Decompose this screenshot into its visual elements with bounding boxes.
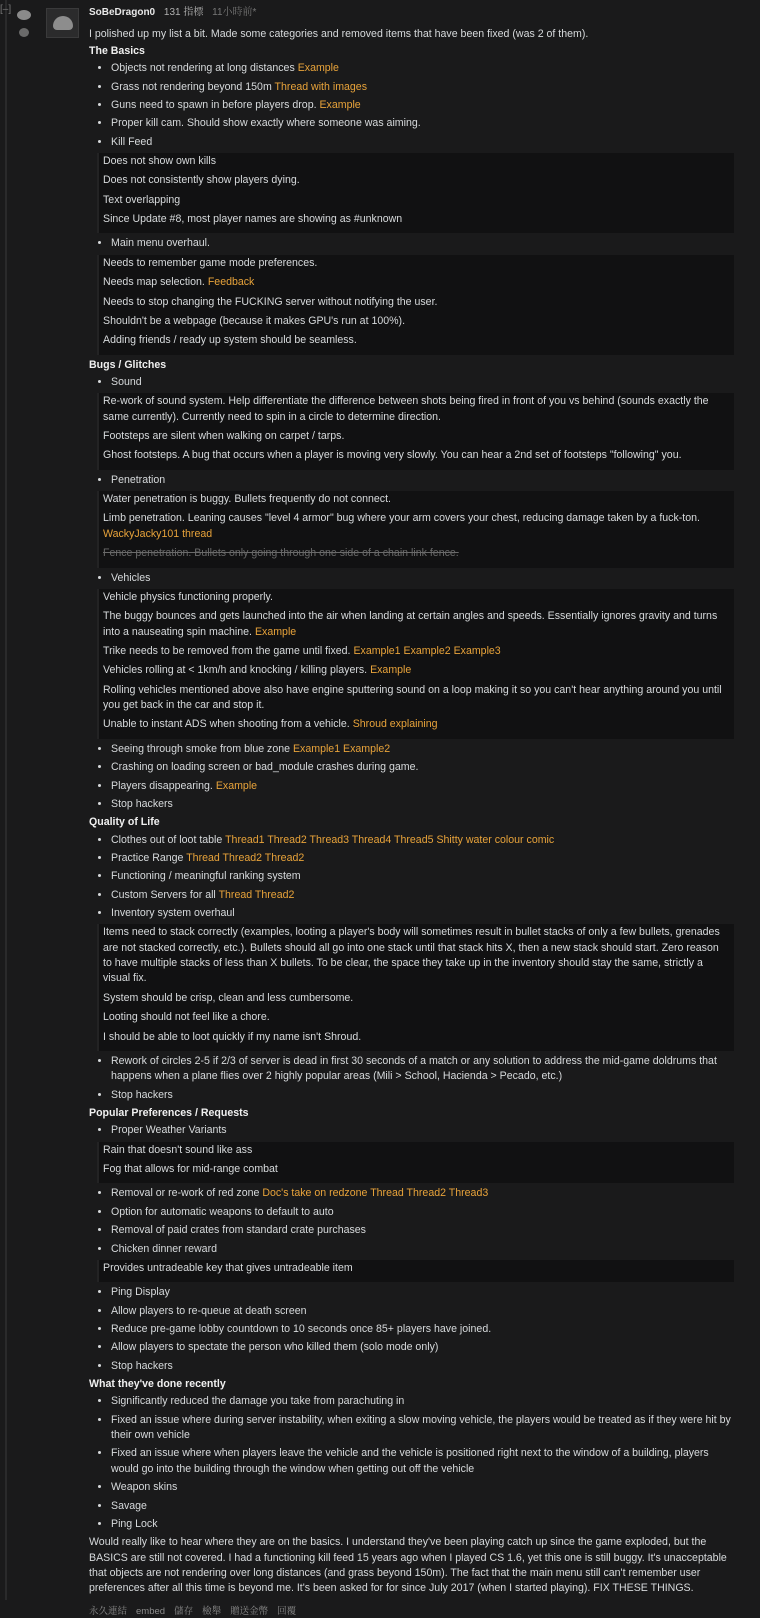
avatar[interactable] (46, 8, 79, 38)
quote-line-text: Rain that doesn't sound like ass (103, 1143, 253, 1156)
list-item-text: Guns need to spawn in before players drop. (111, 98, 317, 111)
footer-action[interactable]: 贈送金幣 (230, 1605, 269, 1617)
comment-meta (89, 6, 734, 21)
quote-line (103, 609, 730, 640)
list-item (111, 571, 734, 586)
list-item (111, 742, 734, 757)
downvote-icon[interactable] (19, 28, 29, 37)
quote-line (103, 173, 730, 188)
bullet-list (89, 1054, 734, 1103)
footer-action[interactable]: 永久連結 (89, 1605, 128, 1617)
footer-action[interactable]: 回覆 (277, 1605, 297, 1617)
list-item (111, 1205, 734, 1220)
quote-block (97, 491, 734, 567)
list-item-text: Players disappearing. (111, 779, 213, 792)
section-heading: Popular Preferences / Requests (89, 1106, 249, 1119)
list-item-text: Sound (111, 375, 142, 388)
quote-line (103, 683, 730, 714)
bullet-list (89, 375, 734, 390)
inline-link[interactable]: Example (215, 779, 258, 792)
list-item (111, 1340, 734, 1355)
list-item-text: Allow players to spectate the person who killed them (solo mode only) (111, 1341, 439, 1354)
list-item (111, 1499, 734, 1514)
list-item (111, 375, 734, 390)
list-item-text: Custom Servers for all (111, 888, 216, 901)
bullet-list (89, 1123, 734, 1138)
quote-line-text: Footsteps are silent when walking on carpet / tarps. (103, 430, 345, 443)
quote-line-text: Does not consistently show players dying. (103, 174, 300, 187)
list-item-text: Rework of circles 2-5 if 2/3 of server is dead in first 30 seconds of a match or any solution to address the mid-game doldrums that happens when a plane flies over 2 highly popular areas (Mili > School, Hacienda > Pecado, etc.) (111, 1054, 717, 1083)
quote-line-text: Needs to stop changing the FUCKING server without notifying the user. (103, 295, 438, 308)
list-item (111, 1413, 734, 1444)
inline-link[interactable]: Example3 (453, 645, 501, 657)
bullet-list (89, 742, 734, 812)
quote-line (103, 212, 730, 227)
list-item-text: Ping Lock (111, 1517, 158, 1530)
inline-link[interactable]: Example1 (292, 742, 341, 755)
list-item-text: Seeing through smoke from blue zone (111, 742, 291, 755)
list-item-text: Practice Range (111, 851, 184, 864)
list-item-text: Fixed an issue where during server instability, when exiting a slow moving vehicle, the players would be treated as if they were hit by their own vehicle (111, 1413, 731, 1442)
quote-line (103, 448, 730, 463)
inline-link[interactable]: Thread4 (351, 833, 392, 846)
quote-line-text: Re-work of sound system. Help differentiate the difference between shots being fired in front of you vs behind (sounds exactly the same currently). Currently need to spin in a circle to determine direction. (103, 395, 709, 423)
list-item-text: Removal of paid crates from standard crate purchases (111, 1224, 366, 1237)
list-item (111, 1088, 734, 1103)
inline-link[interactable]: Example2 (343, 742, 391, 755)
inline-link[interactable]: Example (319, 98, 361, 111)
quote-line-text: System should be crisp, clean and less cumbersome. (103, 991, 354, 1004)
quote-line (103, 991, 730, 1006)
list-item (111, 1517, 734, 1532)
list-item-text: Fixed an issue where when players leave the vehicle and the vehicle is positioned right next to the window of a building, players would go into the building through the window when getting out off the vehicle (111, 1447, 709, 1475)
inline-link[interactable]: Thread (218, 888, 253, 901)
list-item (111, 1186, 734, 1201)
quote-line-text: Rolling vehicles mentioned above also have engine sputtering sound on a loop making it so you can't hear anything around you until you get back in the car and stop it. (103, 683, 722, 712)
quote-line-text: Looting should not feel like a chore. (103, 1011, 270, 1024)
footer-action[interactable]: embed (136, 1605, 166, 1617)
list-item-text: Weapon skins (111, 1481, 178, 1494)
list-item-text: Objects not rendering at long distances (111, 62, 295, 75)
list-item (111, 1322, 734, 1337)
list-item (111, 116, 734, 131)
list-item-text: Removal or re-work of red zone (111, 1187, 260, 1200)
thread-line[interactable] (5, 0, 7, 1600)
quote-line (103, 295, 730, 310)
list-item-text: Stop hackers (111, 1359, 173, 1372)
author-link[interactable]: SoBeDragon0 (89, 7, 156, 18)
quote-line-text: Does not show own kills (103, 155, 217, 168)
list-item-text: Main menu overhaul. (111, 237, 210, 250)
inline-link[interactable]: Example2 (403, 645, 451, 657)
list-item (111, 236, 734, 251)
list-item (111, 906, 734, 921)
list-item (111, 869, 734, 884)
upvote-icon[interactable] (17, 10, 31, 20)
quote-block (97, 589, 734, 739)
inline-link[interactable]: Thread (186, 851, 220, 864)
inline-link[interactable]: Thread (370, 1187, 404, 1200)
list-item (111, 1446, 734, 1477)
list-item-text: Penetration (111, 473, 166, 486)
inline-link[interactable]: Shroud explaining (352, 718, 438, 731)
quote-line-text: Items need to stack correctly (examples, looting a player's body will sometimes result in bullet stacks of only a few bullets, grenades are not stacked correctly, etc.). Bullets should all go into one stack until that stack hits X, then a new stack should start. Zero reason to have multiple stacks of less than X bullets. To be clear, the space they take up in the inventory should stay the same, strictly a visual fix. (103, 926, 720, 985)
quote-line (103, 429, 730, 444)
inline-link[interactable]: Thread2 (264, 851, 305, 864)
quote-line (103, 394, 730, 425)
inline-link[interactable]: Thread5 (394, 833, 434, 846)
bullet-list (89, 1285, 734, 1374)
quote-line (103, 492, 730, 507)
list-item-text: Inventory system overhaul (111, 907, 235, 920)
inline-link[interactable]: Thread3 (448, 1187, 489, 1200)
intro-text: I polished up my list a bit. Made some categories and removed items that have been fixed (was 2 of them). (89, 27, 589, 40)
inline-link[interactable]: Thread1 (225, 833, 265, 846)
quote-block (97, 153, 734, 233)
quote-line-text: Needs to remember game mode preferences. (103, 256, 318, 269)
list-item-text: Grass not rendering beyond 150m (111, 80, 272, 93)
list-item (111, 1359, 734, 1374)
list-item (111, 80, 734, 95)
quote-block (97, 255, 734, 355)
quote-line-text: Needs map selection. (103, 276, 205, 289)
timestamp: 11小時前* (212, 7, 257, 18)
list-item (111, 888, 734, 903)
list-item-text: Kill Feed (111, 135, 153, 148)
list-item-text: Vehicles (111, 571, 151, 584)
quote-block (97, 924, 734, 1051)
quote-line (103, 193, 730, 208)
quote-line-text: Ghost footsteps. A bug that occurs when a player is moving very slowly. You can hear a 2nd set of footsteps "following" you. (103, 449, 682, 462)
quote-block (97, 1260, 734, 1282)
list-item (111, 473, 734, 488)
bullet-list (89, 473, 734, 488)
quote-line-text: Limb penetration. Leaning causes "level 4 armor" bug where your arm covers your chest, reducing damage taken by a fuck-ton. (103, 512, 700, 525)
quote-line-text: Shouldn't be a webpage (because it makes GPU's run at 100%). (103, 314, 406, 327)
list-item-text: Functioning / meaningful ranking system (111, 870, 301, 883)
list-item (111, 1285, 734, 1300)
quote-line-text: Vehicle physics functioning properly. (103, 590, 273, 603)
list-item-text: Chicken dinner reward (111, 1242, 217, 1255)
inline-link[interactable]: Thread3 (309, 833, 350, 846)
comment-body (89, 6, 734, 1618)
sections (89, 44, 734, 1532)
quote-line-text: Vehicles rolling at < 1km/h and knocking / killing players. (103, 664, 368, 677)
quote-line (103, 1010, 730, 1025)
section-heading: Quality of Life (89, 816, 160, 829)
inline-link[interactable]: Example (370, 664, 412, 677)
quote-line (103, 275, 730, 290)
footer-action[interactable]: 儲存 (174, 1605, 194, 1617)
quote-line (103, 590, 730, 605)
comment-actions (89, 1605, 734, 1618)
quote-line (103, 333, 730, 348)
quote-line-text: Fog that allows for mid-range combat (103, 1163, 278, 1176)
quote-line (103, 546, 730, 561)
quote-line-text: Since Update #8, most player names are showing as #unknown (103, 213, 403, 226)
quote-line-text: The buggy bounces and gets launched into the air when landing at certain angles and speeds. Essentially ignores gravity and turns into a nauseating spin machine. (103, 610, 718, 638)
inline-link[interactable]: Thread2 (254, 888, 295, 901)
inline-link[interactable]: Thread2 (406, 1187, 446, 1200)
list-item (111, 1242, 734, 1257)
quote-line (103, 1162, 730, 1177)
inline-link[interactable]: Thread2 (267, 833, 307, 846)
list-item (111, 61, 734, 76)
bullet-list (89, 61, 734, 150)
points-count: 131 指標 (163, 7, 204, 18)
closing-text: Would really like to hear where they are on the basics. I understand they've been playing catch up since the game exploded, but the BASICS are still not covered. I had a functioning kill feed 15 years ago when I played CS 1.6, yet this one is still buggy. It's unacceptable that objects are not rendering over long distances (and grass beyond 150m). The fact that the main menu still can't remember user preferences after all this time is beyond me. It's been asked for for since July 2017 (when I started playing). FIX THESE THINGS. (89, 1536, 727, 1595)
list-item-text: Proper Weather Variants (111, 1124, 227, 1137)
quote-block (97, 1142, 734, 1184)
quote-line (103, 154, 730, 169)
list-item (111, 851, 734, 866)
list-item-text: Stop hackers (111, 797, 173, 810)
quote-line-text: Adding friends / ready up system should be seamless. (103, 334, 357, 347)
inline-link[interactable]: Thread with images (274, 80, 367, 93)
list-item-text: Significantly reduced the damage you take from parachuting in (111, 1395, 405, 1408)
list-item (111, 779, 734, 794)
list-item-text: Stop hackers (111, 1088, 173, 1101)
inline-link[interactable]: Shitty water colour comic (436, 833, 555, 846)
quote-line (103, 1030, 730, 1045)
vote-arrows (16, 10, 32, 37)
section-heading: The Basics (89, 44, 145, 57)
list-item (111, 1123, 734, 1138)
quote-line-text: Water penetration is buggy. Bullets frequently do not connect. (103, 493, 391, 506)
quote-line-text: Provides untradeable key that gives untradeable item (103, 1261, 353, 1274)
quote-line (103, 1143, 730, 1158)
quote-line-text: Trike needs to be removed from the game until fixed. (103, 645, 351, 657)
list-item-text: Clothes out of loot table (111, 833, 223, 846)
collapse-toggle[interactable]: [–] (0, 4, 12, 15)
quote-line (103, 256, 730, 271)
list-item (111, 1223, 734, 1238)
list-item-text: Allow players to re-queue at death screen (111, 1304, 307, 1317)
list-item (111, 833, 734, 848)
bullet-list (89, 1186, 734, 1256)
inline-link[interactable]: Feedback (207, 276, 255, 289)
list-item-text: Reduce pre-game lobby countdown to 10 seconds once 85+ players have joined. (111, 1322, 492, 1335)
quote-line (103, 511, 730, 542)
section-heading: Bugs / Glitches (89, 358, 167, 371)
quote-line (103, 925, 730, 986)
quote-line (103, 663, 730, 678)
list-item-text: Crashing on loading screen or bad_module crashes during game. (111, 761, 419, 774)
quote-line-text: Text overlapping (103, 193, 181, 206)
inline-link[interactable]: Doc's take on redzone (262, 1187, 368, 1200)
list-item-text: Ping Display (111, 1286, 170, 1299)
list-item (111, 760, 734, 775)
list-item (111, 135, 734, 150)
quote-line (103, 314, 730, 329)
list-item (111, 1304, 734, 1319)
inline-link[interactable]: Thread2 (222, 851, 263, 864)
bullet-list (89, 571, 734, 586)
bullet-list (89, 236, 734, 251)
quote-line-text: I should be able to loot quickly if my name isn't Shroud. (103, 1030, 362, 1043)
list-item (111, 1054, 734, 1085)
list-item (111, 1394, 734, 1409)
quote-block (97, 393, 734, 469)
list-item (111, 98, 734, 113)
list-item-text: Option for automatic weapons to default to auto (111, 1205, 334, 1218)
quote-line-text: Unable to instant ADS when shooting from a vehicle. (103, 718, 350, 731)
list-item (111, 1480, 734, 1495)
section-heading: What they've done recently (89, 1378, 226, 1391)
helmet-icon (53, 16, 73, 30)
quote-line (103, 644, 730, 659)
list-item-text: Proper kill cam. Should show exactly where someone was aiming. (111, 117, 421, 130)
footer-action[interactable]: 檢舉 (202, 1605, 222, 1617)
inline-link[interactable]: Example1 (353, 645, 401, 657)
quote-line (103, 717, 730, 732)
inline-link[interactable]: Example (297, 62, 339, 75)
list-item-text: Savage (111, 1499, 147, 1512)
list-item (111, 797, 734, 812)
quote-line-text: Fence penetration. Bullets only going through one side of a chain link fence. (103, 547, 459, 560)
bullet-list (89, 1394, 734, 1532)
quote-line (103, 1261, 730, 1276)
inline-link[interactable]: Example (254, 625, 297, 638)
bullet-list (89, 833, 734, 922)
inline-link[interactable]: WackyJacky101 thread (103, 527, 213, 540)
